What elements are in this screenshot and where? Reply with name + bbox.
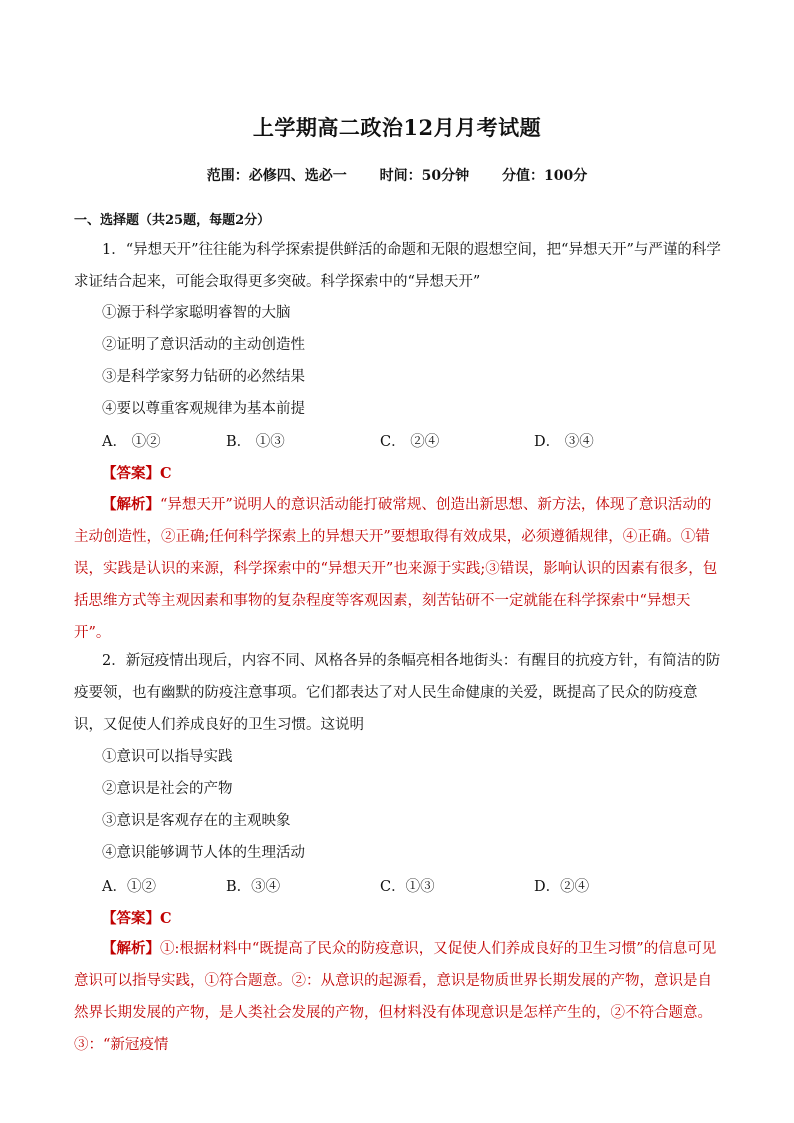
q2-answer: 【答案】C: [102, 910, 172, 927]
exam-score: 分值：100分: [502, 168, 588, 184]
q1-analysis-label: 【解析】: [102, 496, 160, 513]
q2-option-1: ①意识可以指导实践: [102, 749, 233, 765]
exam-meta: [0, 165, 794, 185]
q1-option-3: ③是科学家努力钻研的必然结果: [102, 369, 305, 385]
question-1-stem: 1．“异想天开”往往能为科学探索提供鲜活的命题和无限的遐想空间，把“异想天开”与严谨的科学求证结合起来，可能会取得更多突破。科学探索中的“异想天开”: [74, 242, 721, 290]
q2-choice-a: A．①②: [102, 879, 156, 895]
q2-choice-b: B．③④: [226, 879, 281, 895]
q1-option-4: ④要以尊重客观规律为基本前提: [102, 401, 305, 417]
section-title: 一、选择题（共25题，每题2分）: [74, 213, 271, 228]
q1-analysis: [74, 489, 724, 649]
q2-option-2: ②意识是社会的产物: [102, 781, 233, 797]
q1-analysis-text: “异想天开”说明人的意识活动能打破常规、创造出新思想、新方法，体现了意识活动的主动创造性，②正确;任何科学探索上的异想天开”要想取得有效成果，必须遵循规律，④正确。①错误，实践是认识的来源，科学探索中的“异想天开”也来源于实践;③错误，影响认识的因素有很多，包括思维方式等主观因素和事物的复杂程度等客观因素，刻苦钻研不一定就能在科学探索中“异想天开”。: [74, 497, 718, 641]
q1-option-2: ②证明了意识活动的主动创造性: [102, 337, 305, 353]
q1-choice-a: A． ①②: [102, 434, 161, 450]
exam-scope: 范围：必修四、选必一: [206, 168, 347, 184]
q2-choice-c: C．①③: [380, 879, 435, 895]
q1-choice-d: D． ③④: [534, 434, 594, 450]
exam-time: 时间：50分钟: [379, 168, 470, 184]
q2-analysis: [74, 933, 724, 1061]
page-title: 上学期高二政治12月月考试题: [252, 115, 542, 140]
q1-choice-b: B． ①③: [226, 434, 285, 450]
q2-option-3: ③意识是客观存在的主观映象: [102, 813, 291, 829]
q2-choice-d: D．②④: [534, 879, 590, 895]
q2-option-4: ④意识能够调节人体的生理活动: [102, 845, 305, 861]
q1-option-1: ①源于科学家聪明睿智的大脑: [102, 305, 291, 321]
q2-analysis-label: 【解析】: [102, 940, 160, 957]
q1-answer: 【答案】C: [102, 465, 172, 482]
question-2-stem: 2．新冠疫情出现后，内容不同、风格各异的条幅亮相各地街头：有醒目的抗疫方针，有简洁的防疫要领，也有幽默的防疫注意事项。它们都表达了对人民生命健康的关爱，既提高了民众的防疫意识，又促使人们养成良好的卫生习惯。这说明: [74, 653, 721, 733]
q2-analysis-text: ①:根据材料中“既提高了民众的防疫意识，又促使人们养成良好的卫生习惯”的信息可见意识可以指导实践，①符合题意。②：从意识的起源看，意识是物质世界长期发展的产物，意识是自然界长期发展的产物，是人类社会发展的产物，但材料没有体现意识是怎样产生的，②不符合题意。③：“新冠疫情: [74, 941, 717, 1053]
q1-choice-c: C． ②④: [380, 434, 440, 450]
